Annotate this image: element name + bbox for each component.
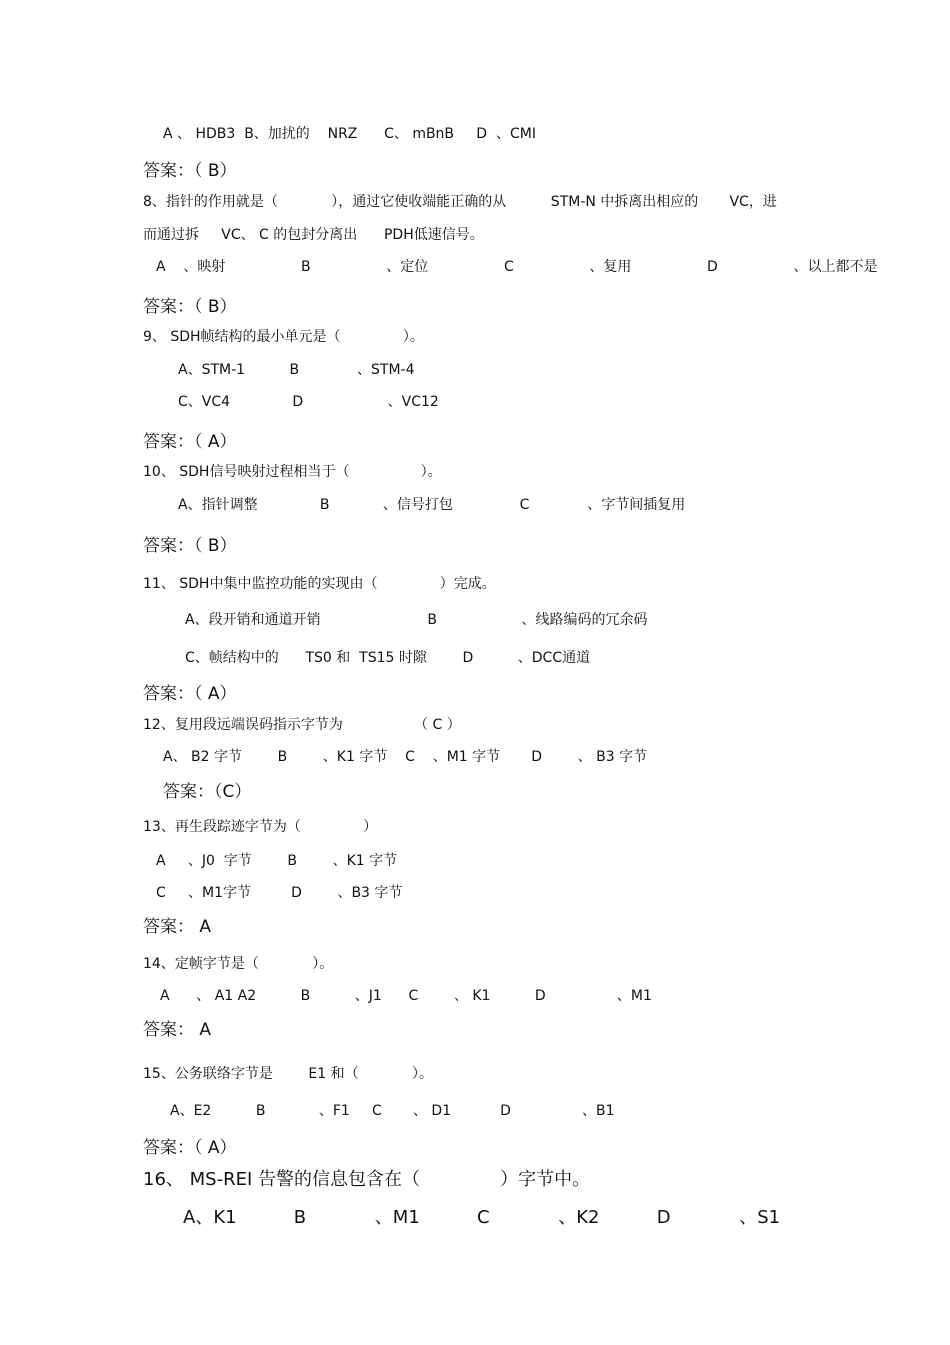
q12-options: A、 B2 字节 B 、K1 字节 C 、M1 字节 D 、 B3 字节 xyxy=(163,749,648,765)
q10-options: A、指针调整 B 、信号打包 C 、字节间插复用 xyxy=(178,497,686,513)
q14-answer: 答案： A xyxy=(143,1020,212,1040)
q11-options-row1: A、段开销和通道开销 B 、线路编码的冗余码 xyxy=(185,612,648,628)
q10-answer: 答案：（ B） xyxy=(143,536,237,556)
q13-question: 13、再生段踪迹字节为（ ） xyxy=(143,819,378,835)
q9-answer: 答案：（ A） xyxy=(143,432,237,452)
q8-answer: 答案：（ B） xyxy=(143,297,237,317)
q12-question: 12、复用段远端误码指示字节为 （ C ） xyxy=(143,717,461,733)
q9-options-row2: C、VC4 D 、VC12 xyxy=(178,394,439,410)
q7-answer: 答案：（ B） xyxy=(143,161,237,181)
q14-options: A 、 A1 A2 B 、J1 C 、 K1 D 、M1 xyxy=(160,988,652,1004)
q14-question: 14、定帧字节是（ ）。 xyxy=(143,956,334,972)
q8-options: A 、映射 B 、定位 C 、复用 D 、以上都不是 xyxy=(156,259,878,275)
q11-answer: 答案：（ A） xyxy=(143,684,237,704)
q16-question: 16、 MS-REI 告警的信息包含在（ ）字节中。 xyxy=(143,1169,591,1190)
q16-options: A、K1 B 、M1 C 、K2 D 、S1 xyxy=(183,1207,781,1228)
q13-options-row2: C 、M1字节 D 、B3 字节 xyxy=(156,885,403,901)
q15-answer: 答案：（ A） xyxy=(143,1138,237,1158)
q8-question-line1: 8、指针的作用就是（ ），通过它使收端能正确的从 STM-N 中拆离出相应的 VC，进 xyxy=(143,194,777,210)
q10-question: 10、 SDH信号映射过程相当于（ ）。 xyxy=(143,464,442,480)
q11-options-row2: C、帧结构中的 TS0 和 TS15 时隙 D 、DCC通道 xyxy=(185,650,591,666)
q9-options-row1: A、STM-1 B 、STM-4 xyxy=(178,362,415,378)
q13-answer: 答案： A xyxy=(143,917,212,937)
q12-answer: 答案：（C） xyxy=(163,782,252,802)
q15-question: 15、公务联络字节是 E1 和（ ）。 xyxy=(143,1066,434,1082)
q11-question: 11、 SDH中集中监控功能的实现由（ ）完成。 xyxy=(143,576,496,592)
q15-options: A、E2 B 、F1 C 、 D1 D 、B1 xyxy=(170,1103,615,1119)
q8-question-line2: 而通过拆 VC、 C 的包封分离出 PDH低速信号。 xyxy=(143,227,484,243)
q9-question: 9、 SDH帧结构的最小单元是（ ）。 xyxy=(143,329,424,345)
q13-options-row1: A 、J0 字节 B 、K1 字节 xyxy=(156,853,398,869)
q7-options: A 、 HDB3 B、加扰的 NRZ C、 mBnB D 、CMI xyxy=(163,126,536,142)
